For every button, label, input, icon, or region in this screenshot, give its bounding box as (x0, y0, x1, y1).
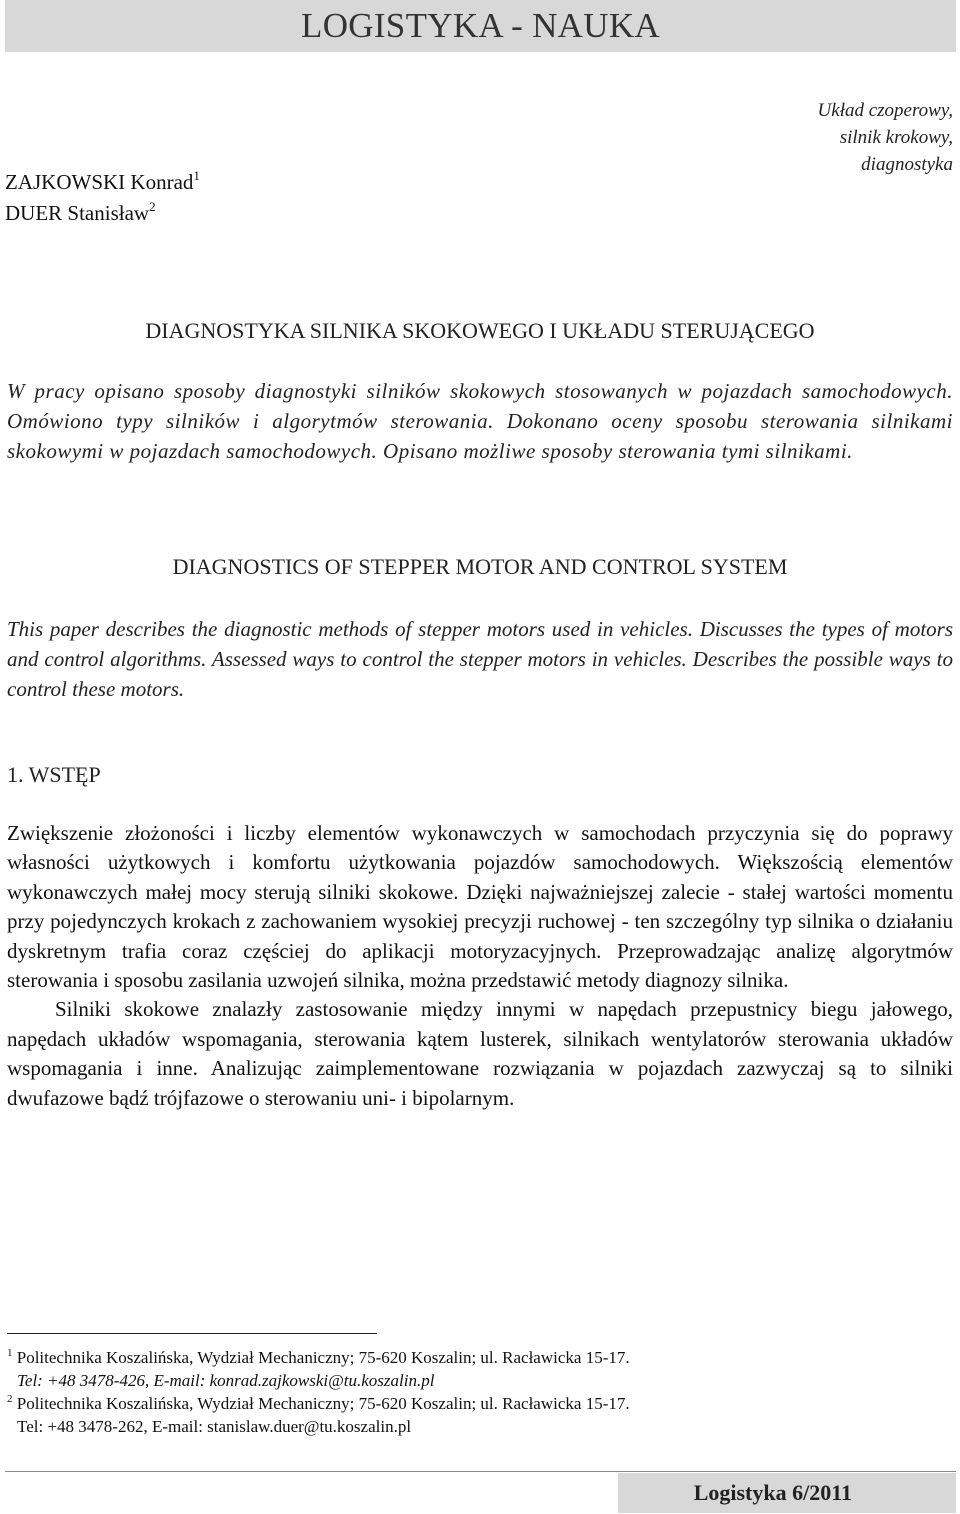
abstract-polish: W pracy opisano sposoby diagnostyki silników skokowych stosowanych w pojazdach samochodowych. Omówiono typy silników i algorytmów sterowania. Dokonano oceny sposobu sterowania silnikami skokowymi w pojazdach samochodowych. Opisano możliwe sposoby sterowania tymi silnikami. (7, 379, 953, 463)
footnote-affiliation: Politechnika Koszalińska, Wydział Mechaniczny; 75-620 Koszalin; ul. Racławicka 15-17. (16, 1348, 630, 1367)
footer-divider (5, 1471, 956, 1472)
keyword: silnik krokowy, (839, 127, 953, 148)
section-heading: 1. WSTĘP (7, 762, 101, 787)
footnote-1 (7, 1346, 953, 1369)
header-bar (5, 0, 956, 52)
journal-title: LOGISTYKA - NAUKA (301, 6, 660, 45)
footnote-2-contact: Tel: +48 3478-262, E-mail: stanislaw.duer@tu.koszalin.pl (17, 1417, 412, 1436)
journal-issue-label: Logistyka 6/2011 (693, 1480, 852, 1505)
footnote-affiliation: Politechnika Koszalińska, Wydział Mechaniczny; 75-620 Koszalin; ul. Racławicka 15-17. (16, 1394, 630, 1413)
footnote-divider (7, 1333, 377, 1334)
author-name: DUER Stanisław (5, 201, 150, 225)
author-affiliation-mark: 1 (193, 168, 200, 183)
paper-title-polish: DIAGNOSTYKA SILNIKA SKOKOWEGO I UKŁADU STERUJĄCEGO (145, 318, 815, 343)
author (5, 167, 200, 198)
abstract-english: This paper describes the diagnostic methods of stepper motors used in vehicles. Discusses the types of motors and control algorithms. Assessed ways to control the stepper motors in vehicles. Describes the possible ways to control these motors. (7, 617, 953, 701)
footnotes (7, 1346, 953, 1438)
footnote-1-contact: Tel: +48 3478-426, E-mail: konrad.zajkowski@tu.koszalin.pl (17, 1371, 435, 1390)
paper-title-english: DIAGNOSTICS OF STEPPER MOTOR AND CONTROL SYSTEM (172, 554, 788, 579)
footnote-mark: 1 (7, 1347, 13, 1359)
footnote-2 (7, 1392, 953, 1415)
paragraph: Silniki skokowe znalazły zastosowanie między innymi w napędach przepustnicy biegu jałowego, napędach układów wspomagania, sterowania kątem lusterek, silnikach wentylatorów sterowania układów wspomagania i inne. Analizując zaimplementowane rozwiązania w pojazdach zazwyczaj są to silniki dwufazowe bądź trójfazowe o sterowaniu uni- i bipolarnym. (7, 997, 953, 1110)
footnote-mark: 2 (7, 1393, 13, 1405)
keywords (818, 97, 953, 178)
section-body (7, 819, 953, 1113)
author-affiliation-mark: 2 (149, 199, 156, 214)
footer-bar (618, 1473, 956, 1513)
author-name: ZAJKOWSKI Konrad (5, 170, 194, 194)
paragraph: Zwiększenie złożoności i liczby elementów wykonawczych w samochodach przyczynia się do poprawy własności użytkowych i komfortu użytkowania pojazdów samochodowych. Większością elementów wykonawczych małej mocy sterują silniki skokowe. Dzięki najważniejszej zalecie - stałej wartości momentu przy pojedynczych krokach z zachowaniem wysokiej precyzji ruchowej - ten szczególny typ silnika o działaniu dyskretnym trafia coraz częściej do aplikacji motoryzacyjnych. Przeprowadzając analizę algorytmów sterowania i sposobu zasilania uzwojeń silnika, można przedstawić metody diagnozy silnika. (7, 821, 953, 993)
author (5, 198, 200, 229)
authors (5, 167, 200, 229)
keyword: Układ czoperowy, (817, 100, 953, 121)
keyword: diagnostyka (861, 154, 953, 175)
